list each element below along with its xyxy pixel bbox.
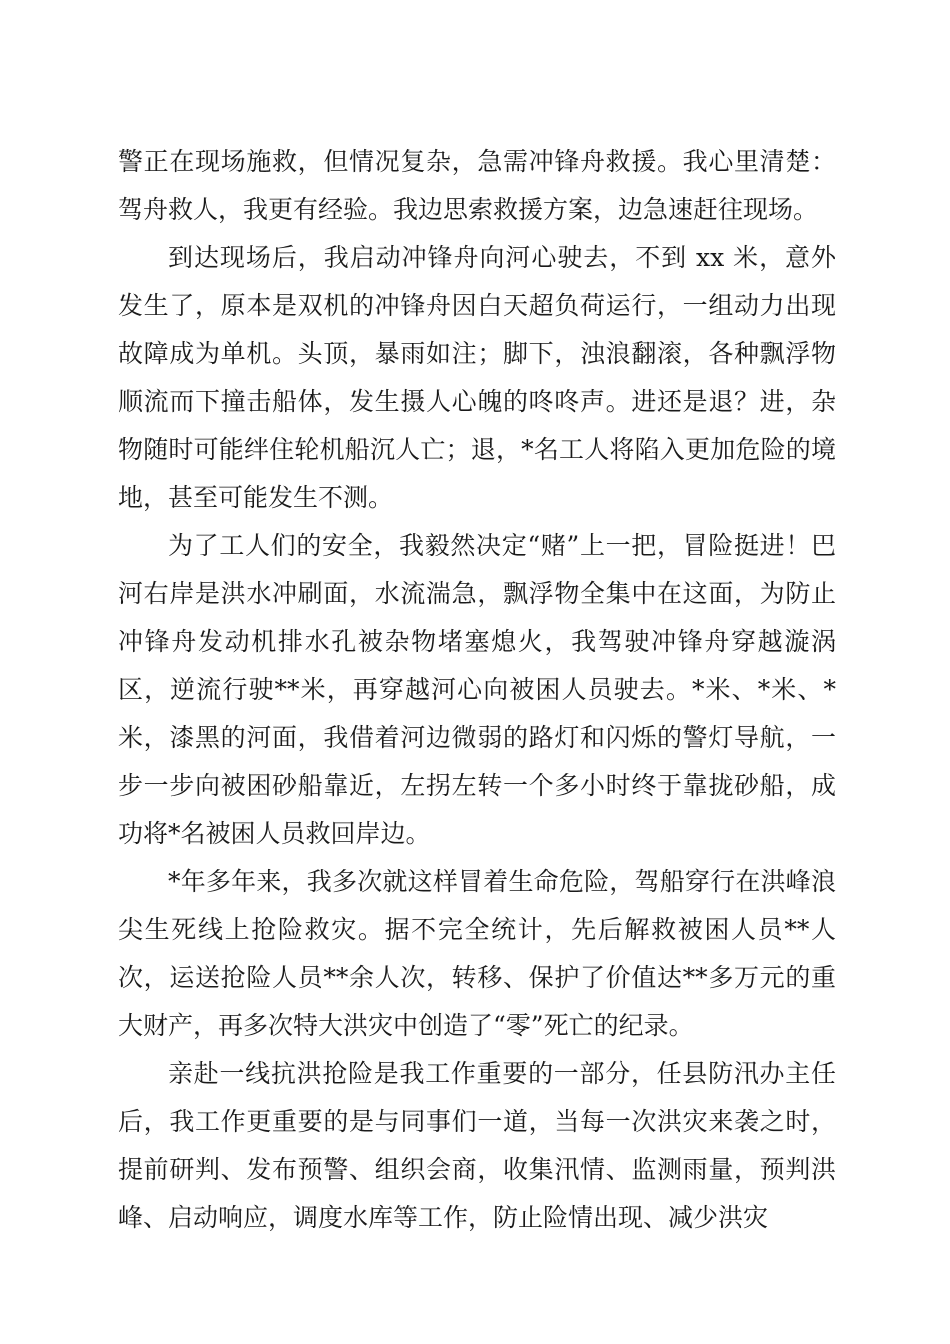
paragraph-statistics: *年多年来，我多次就这样冒着生命危险，驾船穿行在洪峰浪尖生死线上抢险救灾。据不完全统计，先后解救被困人员**人次，运送抢险人员**余人次，转移、保护了价值达**多万元的重大财产，再多次特大洪灾中创造了“零”死亡的纪录。 — [118, 867, 836, 1040]
paragraph-continuation: 警正在现场施救，但情况复杂，急需冲锋舟救援。我心里清楚：驾舟救人，我更有经验。我边思索救援方案，边急速赶往现场。 — [118, 147, 836, 224]
paragraph-duties: 亲赴一线抗洪抢险是我工作重要的一部分，任县防汛办主任后，我工作更重要的是与同事们一道，当每一次洪灾来袭之时，提前研判、发布预警、组织会商，收集汛情、监测雨量，预判洪峰、启动响应，调度水库等工作，防止险情出现、减少洪灾 — [118, 1059, 836, 1232]
paragraph-arrival: 到达现场后，我启动冲锋舟向河心驶去，不到 xx 米，意外发生了，原本是双机的冲锋舟因白天超负荷运行，一组动力出现故障成为单机。头顶，暴雨如注；脚下，浊浪翻滚，各种飘浮物顺流而下撞击船体，发生摄人心魄的咚咚声。进还是退？进，杂物随时可能绊住轮机船沉人亡；退，*名工人将陷入更加危险的境地，甚至可能发生不测。 — [118, 243, 836, 512]
body-text — [118, 138, 836, 1242]
paragraph-rescue: 为了工人们的安全，我毅然决定“赌”上一把，冒险挺进！巴河右岸是洪水冲刷面，水流湍急，飘浮物全集中在这面，为防止冲锋舟发动机排水孔被杂物堵塞熄火，我驾驶冲锋舟穿越漩涡区，逆流行驶**米，再穿越河心向被困人员驶去。*米、*米、*米，漆黑的河面，我借着河边微弱的路灯和闪烁的警灯导航，一步一步向被困砂船靠近，左拐左转一个多小时终于靠拢砂船，成功将*名被困人员救回岸边。 — [118, 531, 836, 848]
